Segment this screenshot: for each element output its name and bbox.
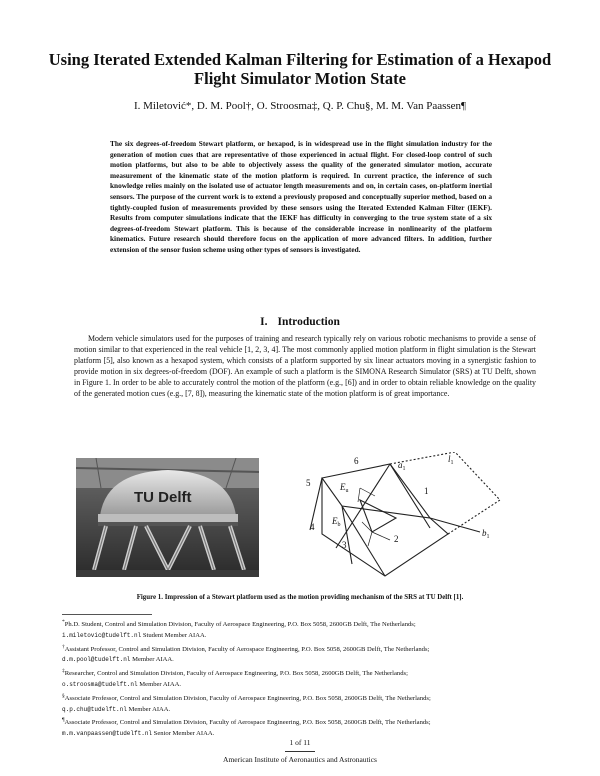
- paper-title: Using Iterated Extended Kalman Filtering for Estimation of a Hexapod Flight Simulator Motion State: [48, 50, 552, 88]
- label-4: 4: [310, 522, 315, 532]
- label-eu: E: [340, 482, 346, 492]
- tu-delft-logo: TU Delft: [134, 489, 192, 506]
- label-l-sub: 1: [450, 460, 454, 466]
- label-eb-sub: b: [337, 522, 341, 528]
- label-a: a: [398, 460, 403, 470]
- footnote: ¶Associate Professor, Control and Simulation Division, Faculty of Aerospace Engineering, P.O. Box 5058, 2600GB Delft, The Netherlands; m.m.vanpaassen@tudelft.nl Senior Member AIAA.: [62, 717, 431, 738]
- author-list: I. Miletović*, D. M. Pool†, O. Stroosma‡, Q. P. Chu§, M. M. Van Paassen¶: [133, 100, 467, 112]
- footnote: †Assistant Professor, Control and Simulation Division, Faculty of Aerospace Engineering, P.O. Box 5058, 2600GB Delft, The Netherlands; d.m.pool@tudelft.nl Member AIAA.: [62, 643, 430, 664]
- label-l: l: [448, 454, 451, 464]
- footnote: §Associate Professor, Control and Simulation Division, Faculty of Aerospace Engineering, P.O. Box 5058, 2600GB Delft, The Netherlands; q.p.chu@tudelft.nl Member AIAA.: [62, 692, 431, 713]
- footnote-email[interactable]: i.miletovic@tudelft.nl: [62, 631, 142, 639]
- label-b-sub: 1: [486, 534, 490, 540]
- page-number: 1 of 11: [289, 738, 311, 747]
- label-eb: E: [332, 516, 338, 526]
- section-heading: [40, 316, 560, 328]
- intro-paragraph: Modern vehicle simulators used for the purposes of training and research typically rely on various robotic mechanisms to provide a sense of motion similar to that experienced in the real vehicle [1, 2, 3, 4]. The most commonly applied motion platform in flight simulation is the Stewart platform [5], also known as a hexapod system, which consists of a platform supported by six linear actuators moving in a synergistic fashion to provide motion in six degrees-of-freedom (DOF). An example of such a platform is the SIMONA Research Simulator (SRS) at TU Delft, shown in Figure 1. In order to be able to accurately control the motion of the platform (e.g., [6]) and in order to obtain reliable knowledge on the quality of the generated motion cues (e.g., [7, 8]), measuring the kinematic state of the motion platform is of great importance.: [74, 334, 536, 399]
- simulator-photo: [76, 458, 259, 577]
- footnotes: [62, 617, 532, 740]
- label-1: 1: [424, 486, 429, 496]
- label-6: 6: [354, 456, 359, 466]
- footnote-divider: [62, 614, 152, 615]
- footnote-email[interactable]: m.m.vanpaassen@tudelft.nl: [62, 730, 153, 738]
- label-eu-sub: u: [345, 488, 349, 494]
- footer-divider: [285, 751, 315, 752]
- footnote-email[interactable]: q.p.chu@tudelft.nl: [62, 705, 127, 713]
- svg-text:a1: [398, 460, 406, 472]
- stewart-platform-diagram: [280, 452, 510, 582]
- footnote-email[interactable]: d.m.pool@tudelft.nl: [62, 656, 131, 664]
- svg-text:b1: [482, 528, 490, 540]
- footnote: *Ph.D. Student, Control and Simulation Division, Faculty of Aerospace Engineering, P.O. Box 5058, 2600GB Delft, The Netherlands; i.miletovic@tudelft.nl Student Member AIAA.: [62, 619, 416, 639]
- footnote-email[interactable]: o.stroosma@tudelft.nl: [62, 681, 138, 689]
- svg-text:l1: [448, 454, 454, 466]
- figure-caption: Figure 1. Impression of a Stewart platform used as the motion providing mechanism of the SRS at TU Delft [1].: [136, 594, 464, 601]
- label-5: 5: [306, 478, 311, 488]
- footnote: ‡Researcher, Control and Simulation Division, Faculty of Aerospace Engineering, P.O. Box 5058, 2600GB Delft, The Netherlands; o.stroosma@tudelft.nl Member AIAA.: [62, 668, 408, 689]
- label-3: 3: [342, 540, 347, 550]
- label-b: b: [482, 528, 487, 538]
- svg-text:Eu: [339, 482, 349, 494]
- section-number: I.: [260, 316, 268, 328]
- label-a-sub: 1: [402, 466, 406, 472]
- abstract: The six degrees-of-freedom Stewart platform, or hexapod, is in widespread use in the flight simulation industry for the generation of motion cues that are representative of those experienced in actual flight. For closed-loop control of such motion platforms, but also to be able to objectively assess the quality of the generated simulator motion, accurate measurement of the kinematic state of the motion platform is required. In current practice, the inference of such knowledge relies mainly on the isolated use of actuator length measurements and on, in certain cases, on-platform inertial sensors. The purpose of the current work is to extend a previously proposed and conceptually superior method, based on a tightly-coupled fusion of measurements provided by these sensors using the Iterated Extended Kalman Filter (IEKF). Results from computer simulations indicate that the IEKF has difficulty in converging to the true system state of a six degrees-of-freedom Stewart platform. This is because of the considerable increase in nonlinearity of the platform kinematics. Future research should therefore focus on the application of more advanced filters. In addition, further extension of the sensor fusion scheme using other types of sensors is investigated.: [110, 139, 492, 254]
- label-2: 2: [394, 534, 399, 544]
- section-title: Introduction: [277, 316, 340, 328]
- organization-footer: American Institute of Aeronautics and Astronautics: [223, 755, 377, 764]
- svg-text:Eb: [331, 516, 341, 528]
